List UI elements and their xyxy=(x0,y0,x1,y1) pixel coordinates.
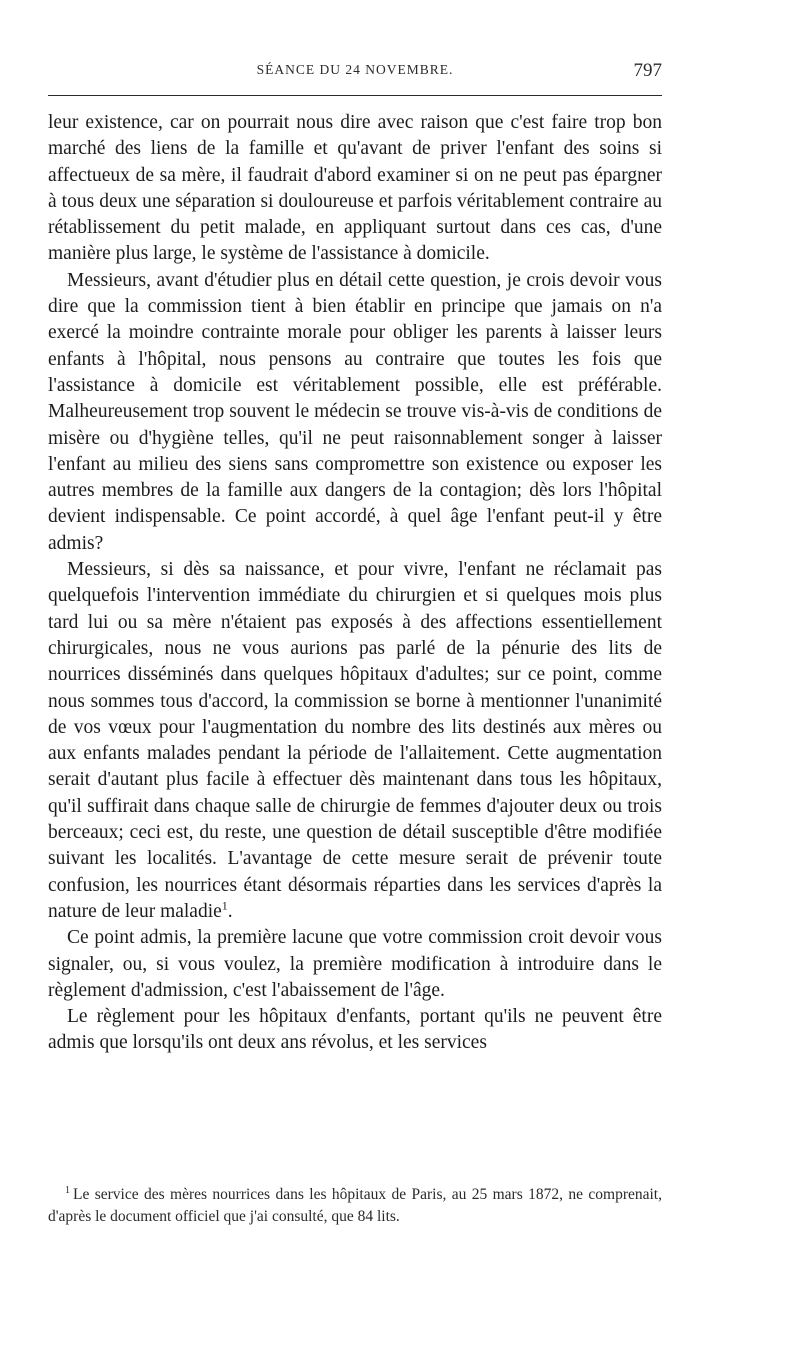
paragraph-5: Le règlement pour les hôpitaux d'enfants, portant qu'ils ne peuvent être admis que lorsqu'ils ont deux ans révolus, et les services xyxy=(48,1006,662,1054)
paragraph-4: Ce point admis, la première lacune que votre commission croit devoir vous signaler, ou, si vous voulez, la première modification à introduire dans le règlement d'admission, c'est l'abaissement de l'âge. xyxy=(48,927,662,1001)
paragraph-3 xyxy=(48,557,662,925)
running-head xyxy=(48,60,662,86)
book-page xyxy=(48,0,662,1359)
paragraph-1: leur existence, car on pourrait nous dire avec raison que c'est faire trop bon marché des liens de la famille et qu'avant de priver l'enfant des soins si affectueux de sa mère, il faudrait d'abord examiner si on ne peut pas épargner à tous deux une séparation si douloureuse et parfois véritablement contraire au rétablissement du petit malade, en appliquant surtout dans ces cas, d'une manière plus large, le système de l'assistance à domicile. xyxy=(48,112,662,265)
footnote-1 xyxy=(48,1184,662,1228)
footnotes xyxy=(48,1184,662,1228)
running-title: SÉANCE DU 24 NOVEMBRE. xyxy=(256,62,454,77)
footnote-text: Le service des mères nourrices dans les hôpitaux de Paris, au 25 mars 1872, ne comprenait, d'après le document officiel que j'ai consulté, que 84 lits. xyxy=(48,1186,662,1225)
page-number: 797 xyxy=(633,60,662,81)
body-text xyxy=(48,110,662,1057)
footnote-number: 1 xyxy=(65,1184,70,1196)
paragraph-2: Messieurs, avant d'étudier plus en détail cette question, je crois devoir vous dire que la commission tient à bien établir en principe que jamais on n'a exercé la moindre contrainte morale pour obliger les parents à laisser leurs enfants à l'hôpital, nous pensons au contraire que toutes les fois que l'assistance à domicile est véritablement possible, elle est préférable. Malheureusement trop souvent le médecin se trouve vis-à-vis de conditions de misère ou d'hygiène telles, qu'il ne peut raisonnablement songer à laisser l'enfant au milieu des siens sans compromettre son existence ou exposer les autres membres de la famille aux dangers de la contagion; dès lors l'hôpital devient indispensable. Ce point accordé, à quel âge l'enfant peut-il y être admis? xyxy=(48,269,662,554)
header-rule xyxy=(48,95,662,96)
paragraph-3-end: . xyxy=(227,900,233,922)
paragraph-3-text: Messieurs, si dès sa naissance, et pour vivre, l'enfant ne réclamait pas quelquefois l'intervention immédiate du chirurgien et si quelques mois plus tard lui ou sa mère n'étaient pas exposés à des affections essentiellement chirurgicales, nous ne vous aurions pas parlé de la pénurie des lits de nourrices disséminés dans quelques hôpitaux d'adultes; sur ce point, comme nous sommes tous d'accord, la commission se borne à mentionner l'unanimité de vos vœux pour l'augmentation du nombre des lits destinés aux mères ou aux enfants malades pendant la période de l'allaitement. Cette augmentation serait d'autant plus facile à effectuer dès maintenant dans tous les hôpitaux, qu'il suffirait dans chaque salle de chirurgie de femmes d'ajouter deux ou trois berceaux; ceci est, du reste, une question de détail susceptible d'être modifiée suivant les localités. L'avantage de cette mesure serait de prévenir toute confusion, les nourrices étant désormais réparties dans les services d'après la nature de leur maladie xyxy=(48,559,662,922)
footnote-reference[interactable]: 1 xyxy=(221,898,228,913)
